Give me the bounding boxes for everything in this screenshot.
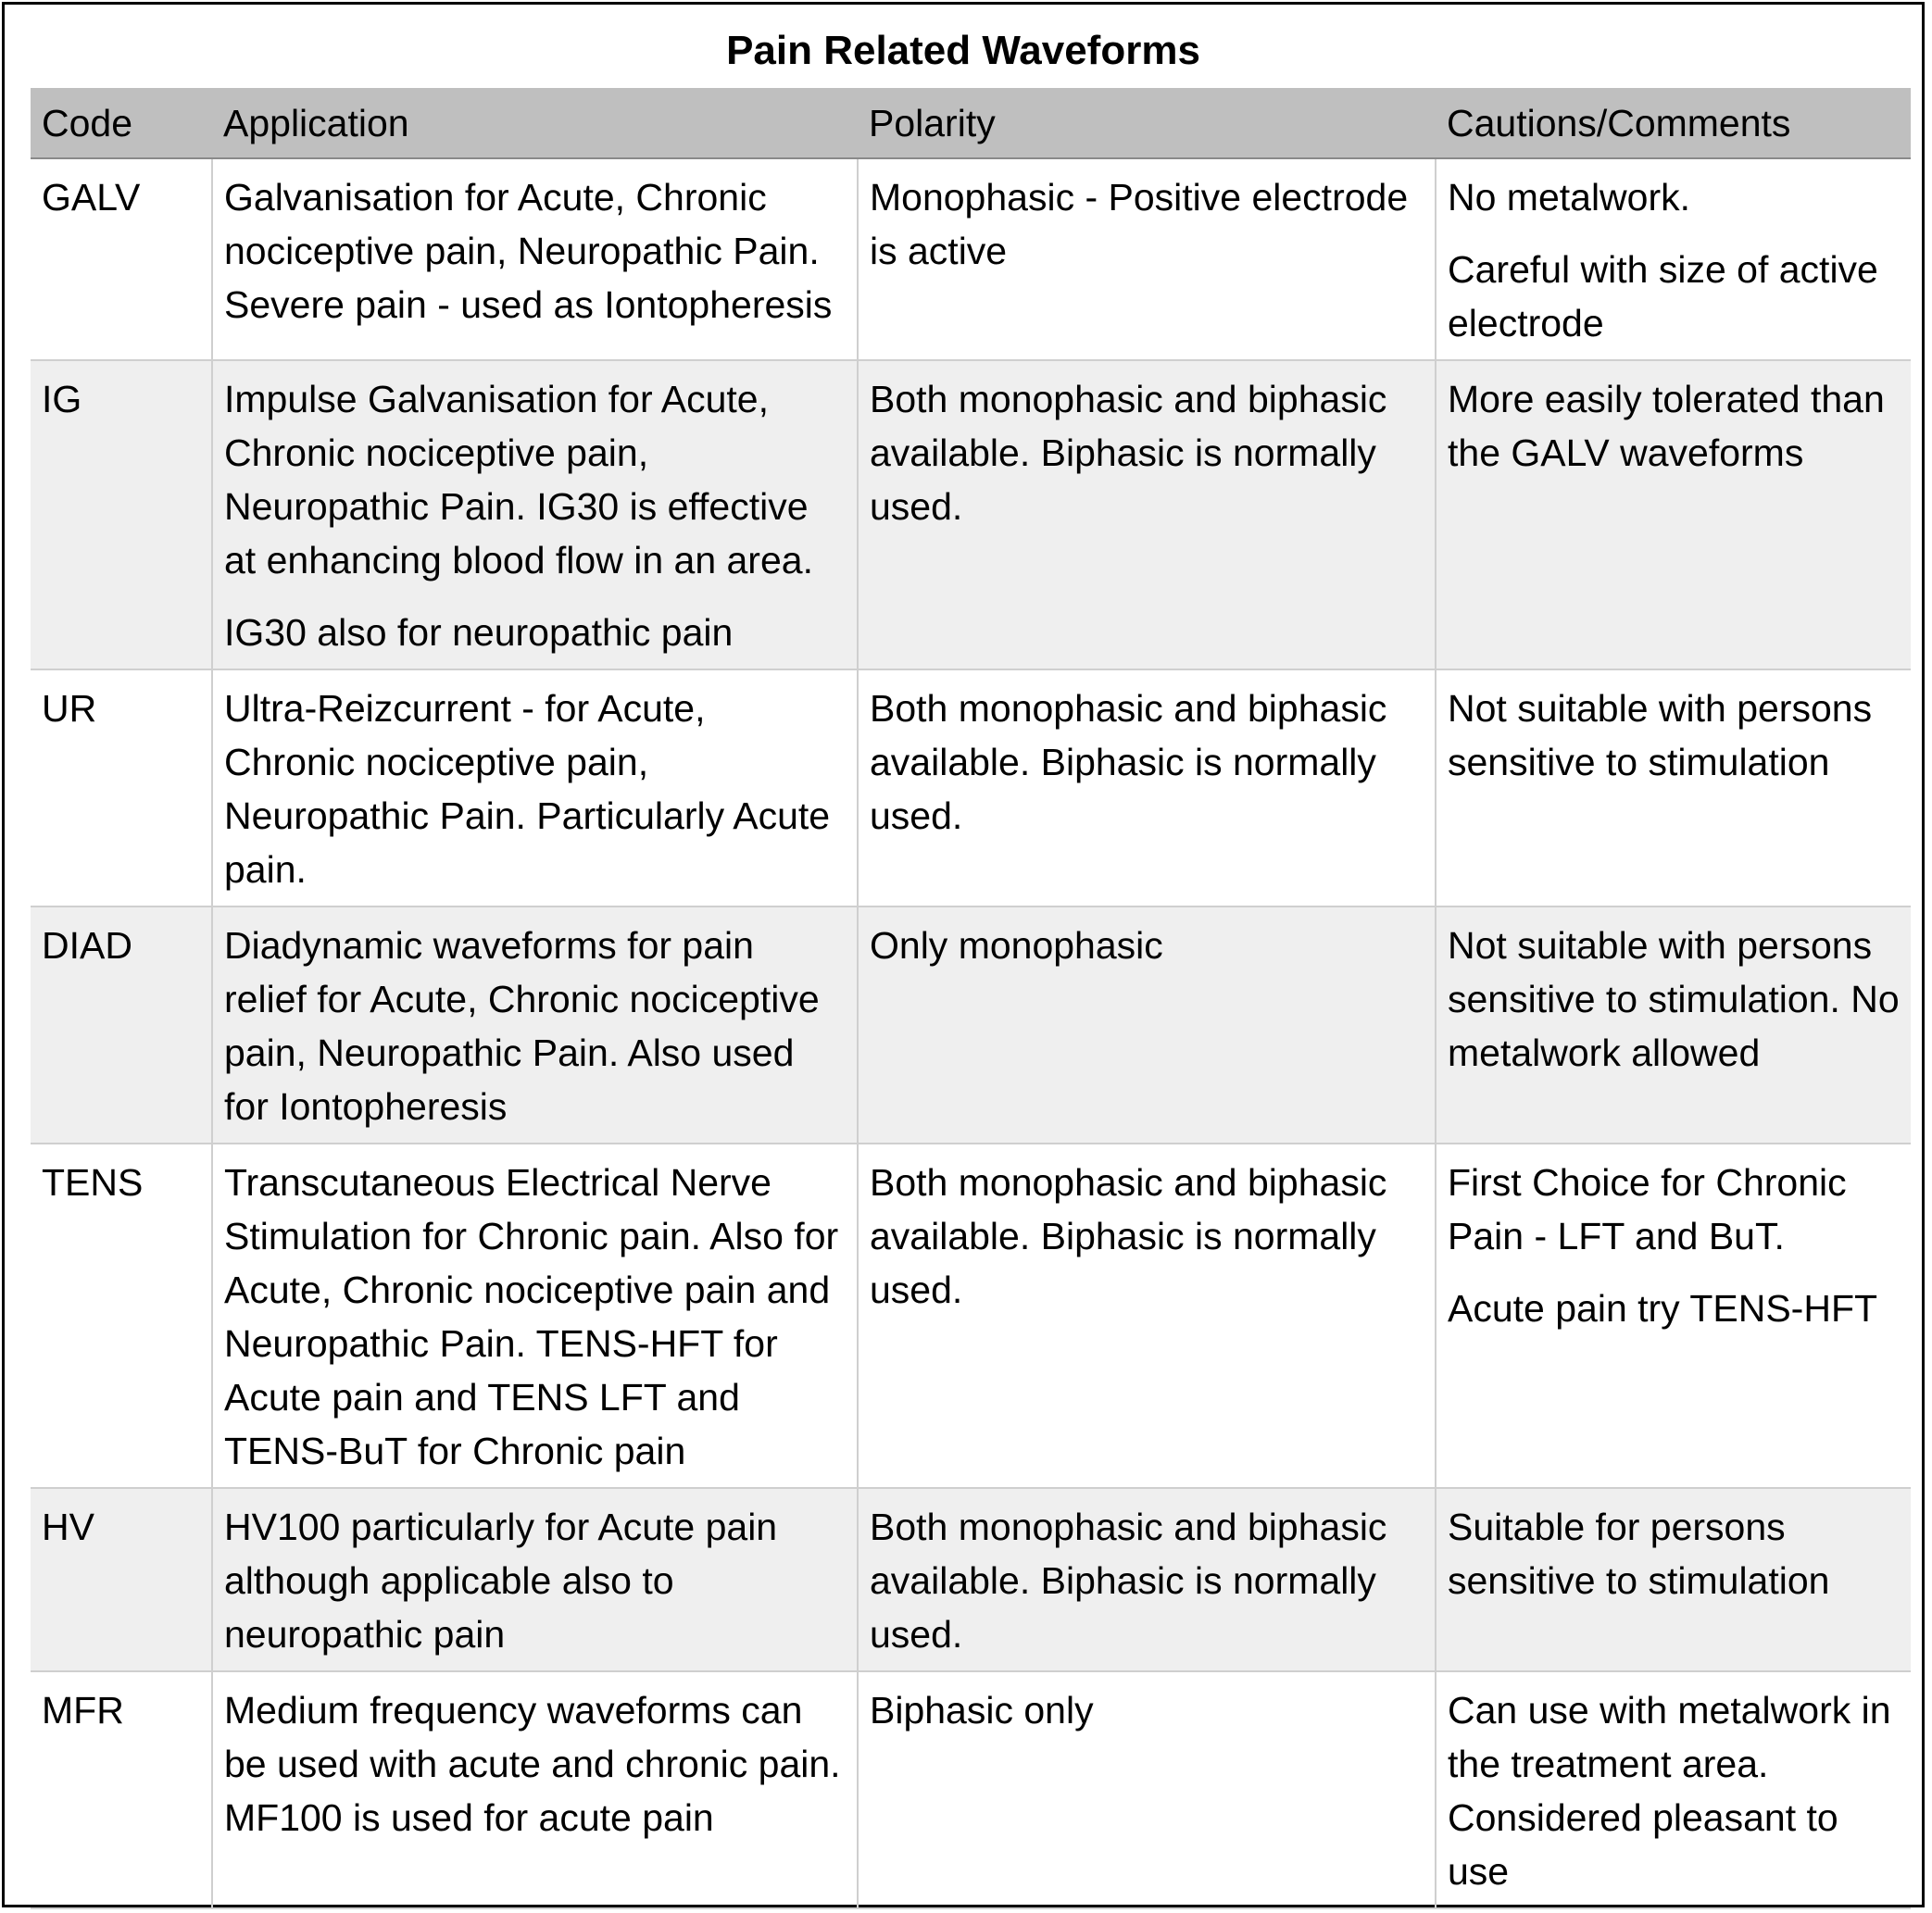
cell-text: Impulse Galvanisation for Acute, Chronic nociceptive pain, Neuropathic Pain. IG30 is effective at enhancing blood flow in an area.: [224, 378, 813, 581]
cell-cautions: [1436, 1144, 1911, 1488]
cell-text: IG30 also for neuropathic pain: [224, 611, 734, 654]
table-row: [31, 158, 1911, 360]
cell-text: Acute pain try TENS-HFT: [1448, 1287, 1878, 1330]
cell-polarity: [858, 1488, 1436, 1671]
cell-text: Biphasic only: [870, 1689, 1094, 1732]
table-row: [31, 1671, 1911, 1908]
cell-text: No metalwork.: [1448, 176, 1691, 219]
column-header-code: Code: [31, 88, 212, 158]
cell-application: [212, 360, 858, 669]
cell-text: Diadynamic waveforms for pain relief for Acute, Chronic nociceptive pain, Neuropathic Pain. Also used for Iontopheresis: [224, 924, 820, 1128]
cell-text: Not suitable with persons sensitive to stimulation. No metalwork allowed: [1448, 924, 1900, 1074]
waveforms-table: [31, 88, 1911, 1909]
cell-text: HV100 particularly for Acute pain although applicable also to neuropathic pain: [224, 1506, 778, 1656]
cell-code: TENS: [31, 1144, 212, 1488]
cell-text: Both monophasic and biphasic available. Biphasic is normally used.: [870, 687, 1387, 837]
header-row: [31, 88, 1911, 158]
table-row: [31, 1488, 1911, 1671]
cell-text: Not suitable with persons sensitive to stimulation: [1448, 687, 1873, 783]
cell-polarity: [858, 669, 1436, 906]
cell-application: [212, 158, 858, 360]
cell-text: Suitable for persons sensitive to stimulation: [1448, 1506, 1830, 1602]
table-row: [31, 1144, 1911, 1488]
column-header-polarity: Polarity: [858, 88, 1436, 158]
cell-code: UR: [31, 669, 212, 906]
cell-polarity: [858, 360, 1436, 669]
cell-code: MFR: [31, 1671, 212, 1908]
table-title: Pain Related Waveforms: [726, 28, 1200, 73]
cell-text: Can use with metalwork in the treatment area. Considered pleasant to use: [1448, 1689, 1891, 1893]
cell-text: Monophasic - Positive electrode is active: [870, 176, 1409, 272]
cell-polarity: [858, 1671, 1436, 1908]
cell-cautions: [1436, 1671, 1911, 1908]
cell-application: [212, 669, 858, 906]
cell-text: Both monophasic and biphasic available. Biphasic is normally used.: [870, 1161, 1387, 1311]
cell-text: First Choice for Chronic Pain - LFT and BuT.: [1448, 1161, 1847, 1257]
cell-cautions: [1436, 1488, 1911, 1671]
cell-polarity: [858, 1144, 1436, 1488]
cell-text: Both monophasic and biphasic available. Biphasic is normally used.: [870, 378, 1387, 528]
cell-polarity: [858, 158, 1436, 360]
cell-cautions: [1436, 669, 1911, 906]
cell-text: Only monophasic: [870, 924, 1163, 967]
cell-application: [212, 1488, 858, 1671]
cell-text: Both monophasic and biphasic available. Biphasic is normally used.: [870, 1506, 1387, 1656]
column-header-application: Application: [212, 88, 858, 158]
cell-code: IG: [31, 360, 212, 669]
cell-text: Galvanisation for Acute, Chronic nociceptive pain, Neuropathic Pain. Severe pain - used as Iontopheresis: [224, 176, 833, 326]
cell-text: Ultra-Reizcurrent - for Acute, Chronic nociceptive pain, Neuropathic Pain. Particularly Acute pain.: [224, 687, 831, 891]
cell-cautions: [1436, 360, 1911, 669]
table-row: [31, 906, 1911, 1144]
table-row: [31, 360, 1911, 669]
cell-application: [212, 1671, 858, 1908]
cell-code: HV: [31, 1488, 212, 1671]
cell-application: [212, 906, 858, 1144]
column-header-cautions: Cautions/Comments: [1436, 88, 1911, 158]
cell-cautions: [1436, 158, 1911, 360]
cell-code: GALV: [31, 158, 212, 360]
table-row: [31, 669, 1911, 906]
cell-text: Medium frequency waveforms can be used with acute and chronic pain. MF100 is used for acute pain: [224, 1689, 841, 1839]
cell-polarity: [858, 906, 1436, 1144]
document-frame: [2, 2, 1925, 1907]
cell-code: DIAD: [31, 906, 212, 1144]
cell-cautions: [1436, 906, 1911, 1144]
cell-text: More easily tolerated than the GALV waveforms: [1448, 378, 1885, 474]
cell-application: [212, 1144, 858, 1488]
cell-text: Transcutaneous Electrical Nerve Stimulation for Chronic pain. Also for Acute, Chronic nociceptive pain and Neuropathic Pain. TENS-HFT for Acute pain and TENS LFT and TENS-BuT for Chronic pain: [224, 1161, 839, 1472]
cell-text: Careful with size of active electrode: [1448, 248, 1878, 344]
